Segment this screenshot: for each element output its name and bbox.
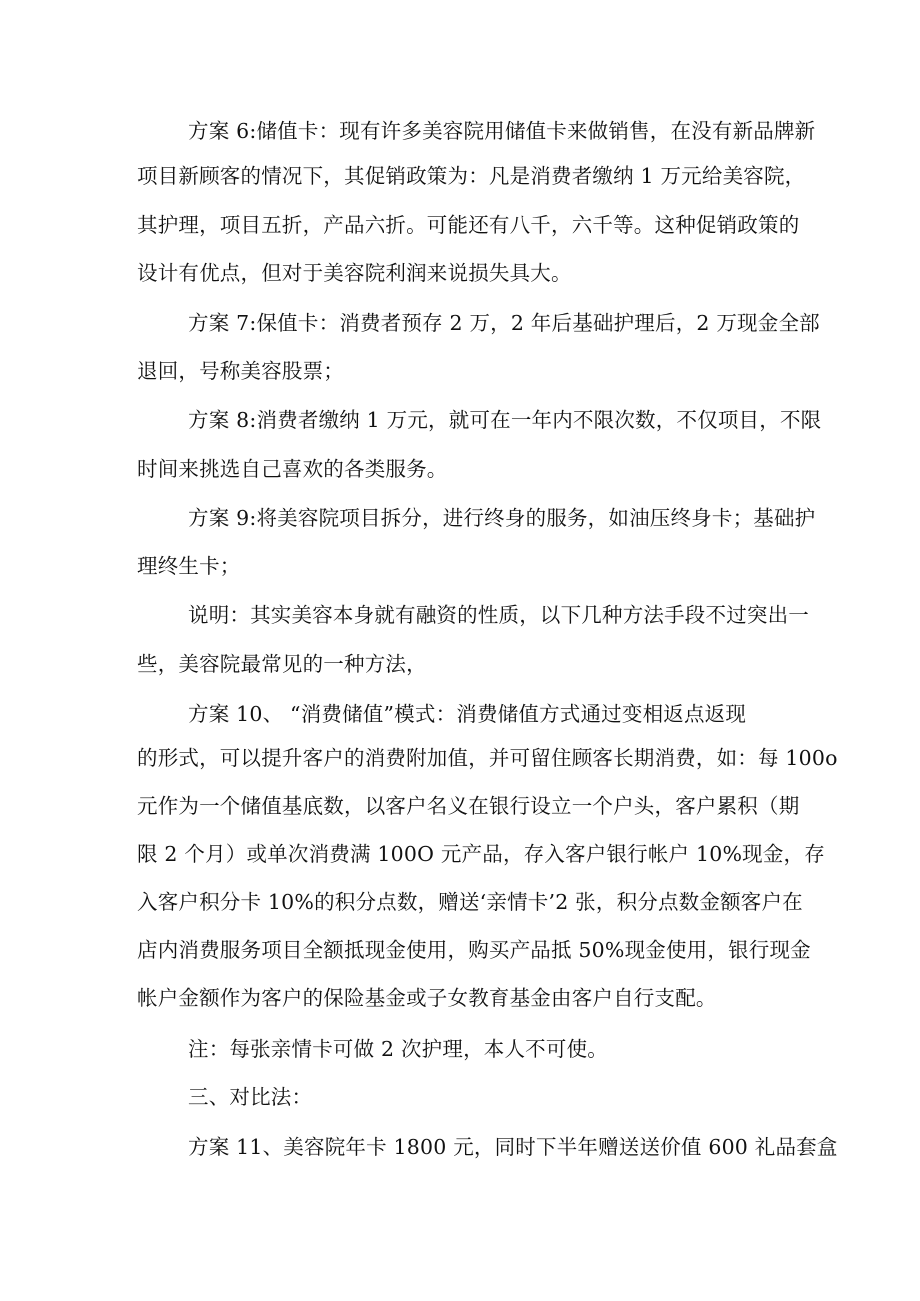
text-line: 的形式，可以提升客户的消费附加值，并可留住顾客长期消费，如：每 100o [137, 746, 838, 770]
text-line: 注：每张亲情卡可做 2 次护理，本人不可使。 [188, 1037, 608, 1061]
text-line: 元作为一个储值基底数，以客户名义在银行设立一个户头，客户累积（期 [137, 794, 800, 818]
text-line: 限 2 个月）或单次消费满 100O 元产品，存入客户银行帐户 10%现金，存 [137, 842, 825, 866]
text-line: 方案 10、 “消费储值”模式：消费储值方式通过变相返点返现 [188, 702, 747, 726]
text-line: 方案 7:保值卡：消费者预存 2 万，2 年后基础护理后，2 万现金全部 [188, 311, 820, 335]
text-line: 方案 9:将美容院项目拆分，进行终身的服务，如油压终身卡；基础护 [188, 506, 816, 530]
text-line: 三、对比法： [188, 1085, 313, 1109]
text-line: 些，美容院最常见的一种方法， [137, 652, 427, 676]
text-line: 其护理，项目五折，产品六折。可能还有八千，六千等。这种促销政策的 [137, 213, 800, 237]
text-line: 说明：其实美容本身就有融资的性质，以下几种方法手段不过突出一 [188, 603, 809, 627]
text-line: 退回，号称美容股票； [137, 359, 344, 383]
text-line: 方案 8:消费者缴纳 1 万元，就可在一年内不限次数，不仅项目，不限 [188, 408, 822, 432]
text-line: 方案 11、美容院年卡 1800 元，同时下半年赠送送价值 600 礼品套盒 [188, 1135, 838, 1159]
text-line: 项目新顾客的情况下，其促销政策为：凡是消费者缴纳 1 万元给美容院， [137, 164, 806, 188]
text-line: 帐户金额作为客户的保险基金或子女教育基金由客户自行支配。 [137, 986, 717, 1010]
text-line: 设计有优点，但对于美容院利润来说损失具大。 [137, 261, 572, 285]
text-line: 入客户积分卡 10%的积分点数，赠送‘亲情卡’2 张，积分点数金额客户在 [137, 890, 803, 914]
text-line: 店内消费服务项目全额抵现金使用，购买产品抵 50%现金使用，银行现金 [137, 938, 811, 962]
text-line: 方案 6:储值卡：现有许多美容院用储值卡来做销售，在没有新品牌新 [188, 119, 816, 143]
text-line: 时间来挑选自己喜欢的各类服务。 [137, 457, 448, 481]
text-line: 理终生卡； [137, 554, 241, 578]
